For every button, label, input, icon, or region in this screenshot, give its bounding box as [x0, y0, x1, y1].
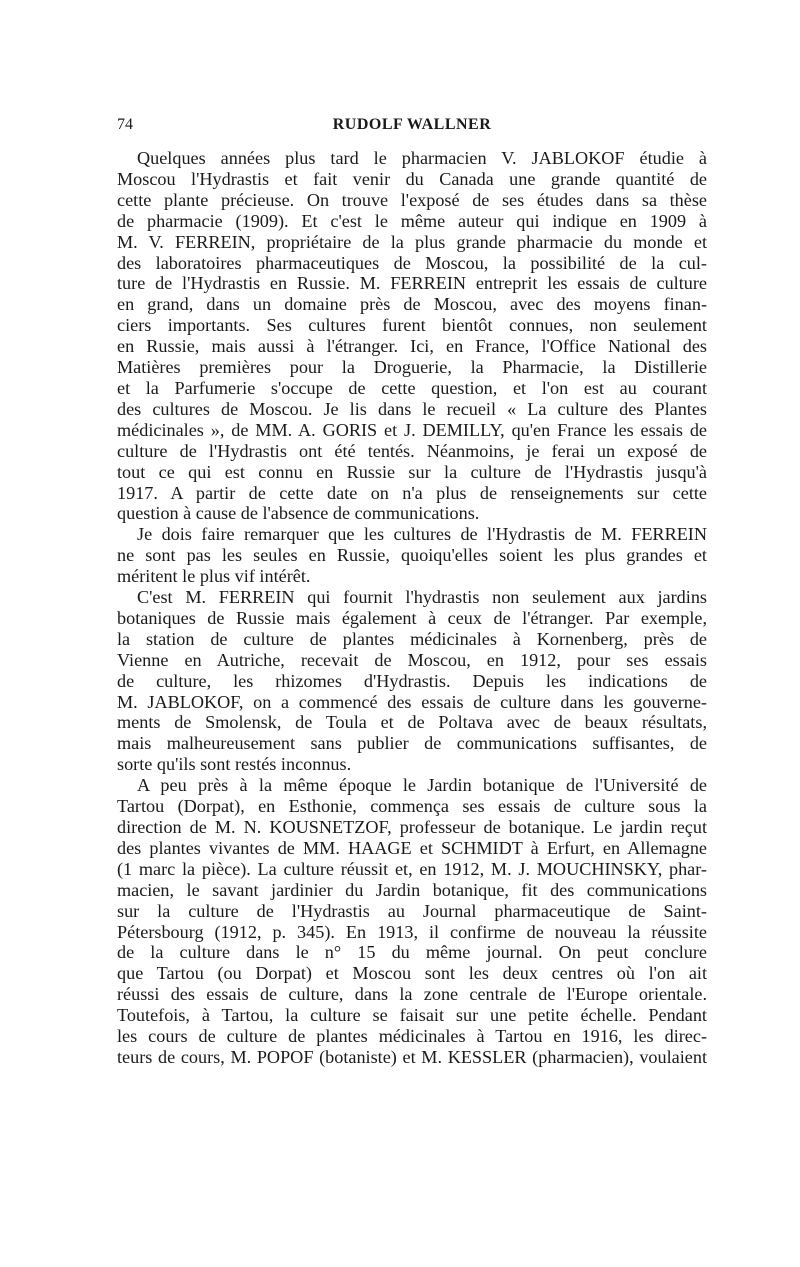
text-line: A peu près à la même époque le Jardin botanique de l'Université de [137, 775, 707, 796]
text-line: la station de culture de plantes médicinales à Kornenberg, près de [117, 628, 707, 649]
text-line: sorte qu'ils sont restés inconnus. [117, 754, 352, 775]
text-line: des laboratoires pharmaceutiques de Moscou, la possibilité de la cul- [117, 252, 707, 273]
book-page [117, 112, 707, 1068]
text-line: ciers importants. Ses cultures furent bientôt connues, non seulement [117, 315, 707, 336]
text-line: ne sont pas les seules en Russie, quoiqu'elles soient les plus grandes et [117, 545, 707, 566]
text-line: Tartou (Dorpat), en Esthonie, commença ses essais de culture sous la [117, 796, 707, 817]
page-number: 74 [117, 116, 133, 133]
text-line: en grand, dans un domaine près de Moscou, avec des moyens finan- [117, 294, 707, 315]
running-head [117, 112, 707, 138]
text-line: sur la culture de l'Hydrastis au Journal pharmaceutique de Saint- [117, 900, 707, 921]
text-line: Matières premières pour la Droguerie, la Pharmacie, la Distillerie [117, 357, 707, 378]
text-line: culture de l'Hydrastis ont été tentés. Néanmoins, je ferai un exposé de [117, 440, 707, 461]
text-line: médicinales », de MM. A. GORIS et J. DEMILLY, qu'en France les essais de [117, 419, 707, 440]
text-line: des cultures de Moscou. Je lis dans le recueil « La culture des Plantes [117, 398, 707, 419]
text-line: réussi des essais de culture, dans la zone centrale de l'Europe orientale. [117, 984, 707, 1005]
paragraph [117, 524, 707, 587]
text-line: Toutefois, à Tartou, la culture se faisait sur une petite échelle. Pendant [117, 1005, 707, 1026]
text-line: Moscou l'Hydrastis et fait venir du Canada une grande quantité de [117, 168, 707, 189]
text-line: en Russie, mais aussi à l'étranger. Ici, en France, l'Office National des [117, 336, 707, 357]
text-line: méritent le plus vif intérêt. [117, 566, 311, 587]
paragraph [117, 587, 707, 775]
text-line: C'est M. FERREIN qui fournit l'hydrastis non seulement aux jardins [137, 587, 707, 608]
text-line: mais malheureusement sans publier de communications suffisantes, de [117, 733, 707, 754]
text-line: M. JABLOKOF, on a commencé des essais de culture dans les gouverne- [117, 691, 707, 712]
text-line: 1917. A partir de cette date on n'a plus de renseignements sur cette [117, 482, 707, 503]
text-line: les cours de culture de plantes médicinales à Tartou en 1916, les direc- [117, 1026, 707, 1047]
text-line: de la culture dans le n° 15 du même journal. On peut conclure [117, 942, 707, 963]
text-line: de culture, les rhizomes d'Hydrastis. Depuis les indications de [117, 670, 707, 691]
text-line: macien, le savant jardinier du Jardin botanique, fit des communications [117, 879, 707, 900]
text-line: teurs de cours, M. POPOF (botaniste) et M. KESSLER (pharmacien), voulaient [117, 1046, 707, 1067]
text-line: que Tartou (ou Dorpat) et Moscou sont les deux centres où l'on ait [117, 963, 707, 984]
text-line: Je dois faire remarquer que les cultures de l'Hydrastis de M. FERREIN [137, 524, 707, 545]
text-line: tout ce qui est connu en Russie sur la culture de l'Hydrastis jusqu'à [117, 461, 707, 482]
text-line: Pétersbourg (1912, p. 345). En 1913, il confirme de nouveau la réussite [117, 921, 707, 942]
text-line: ments de Smolensk, de Toula et de Poltava avec de beaux résultats, [117, 712, 707, 733]
text-line: question à cause de l'absence de communications. [117, 503, 480, 524]
text-line: ture de l'Hydrastis en Russie. M. FERREIN entreprit les essais de culture [117, 273, 707, 294]
paragraph [117, 148, 707, 524]
text-line: direction de M. N. KOUSNETZOF, professeur de botanique. Le jardin reçut [117, 817, 707, 837]
text-line: Vienne en Autriche, recevait de Moscou, en 1912, pour ses essais [117, 649, 707, 670]
text-line: de pharmacie (1909). Et c'est le même auteur qui indique en 1909 à [117, 210, 707, 231]
running-title: RUDOLF WALLNER [332, 116, 492, 133]
text-line: et la Parfumerie s'occupe de cette question, et l'on est au courant [117, 377, 707, 398]
text-line: (1 marc la pièce). La culture réussit et, en 1912, M. J. MOUCHINSKY, phar- [117, 858, 707, 879]
paragraph [117, 775, 707, 1068]
text-line: M. V. FERREIN, propriétaire de la plus grande pharmacie du monde et [117, 231, 707, 252]
text-line: des plantes vivantes de MM. HAAGE et SCHMIDT à Erfurt, en Allemagne [117, 837, 707, 858]
body-text [117, 148, 707, 1068]
text-line: cette plante précieuse. On trouve l'exposé de ses études dans sa thèse [117, 189, 707, 210]
text-line: Quelques années plus tard le pharmacien V. JABLOKOF étudie à [137, 148, 707, 168]
text-line: botaniques de Russie mais également à ceux de l'étranger. Par exemple, [117, 607, 707, 628]
